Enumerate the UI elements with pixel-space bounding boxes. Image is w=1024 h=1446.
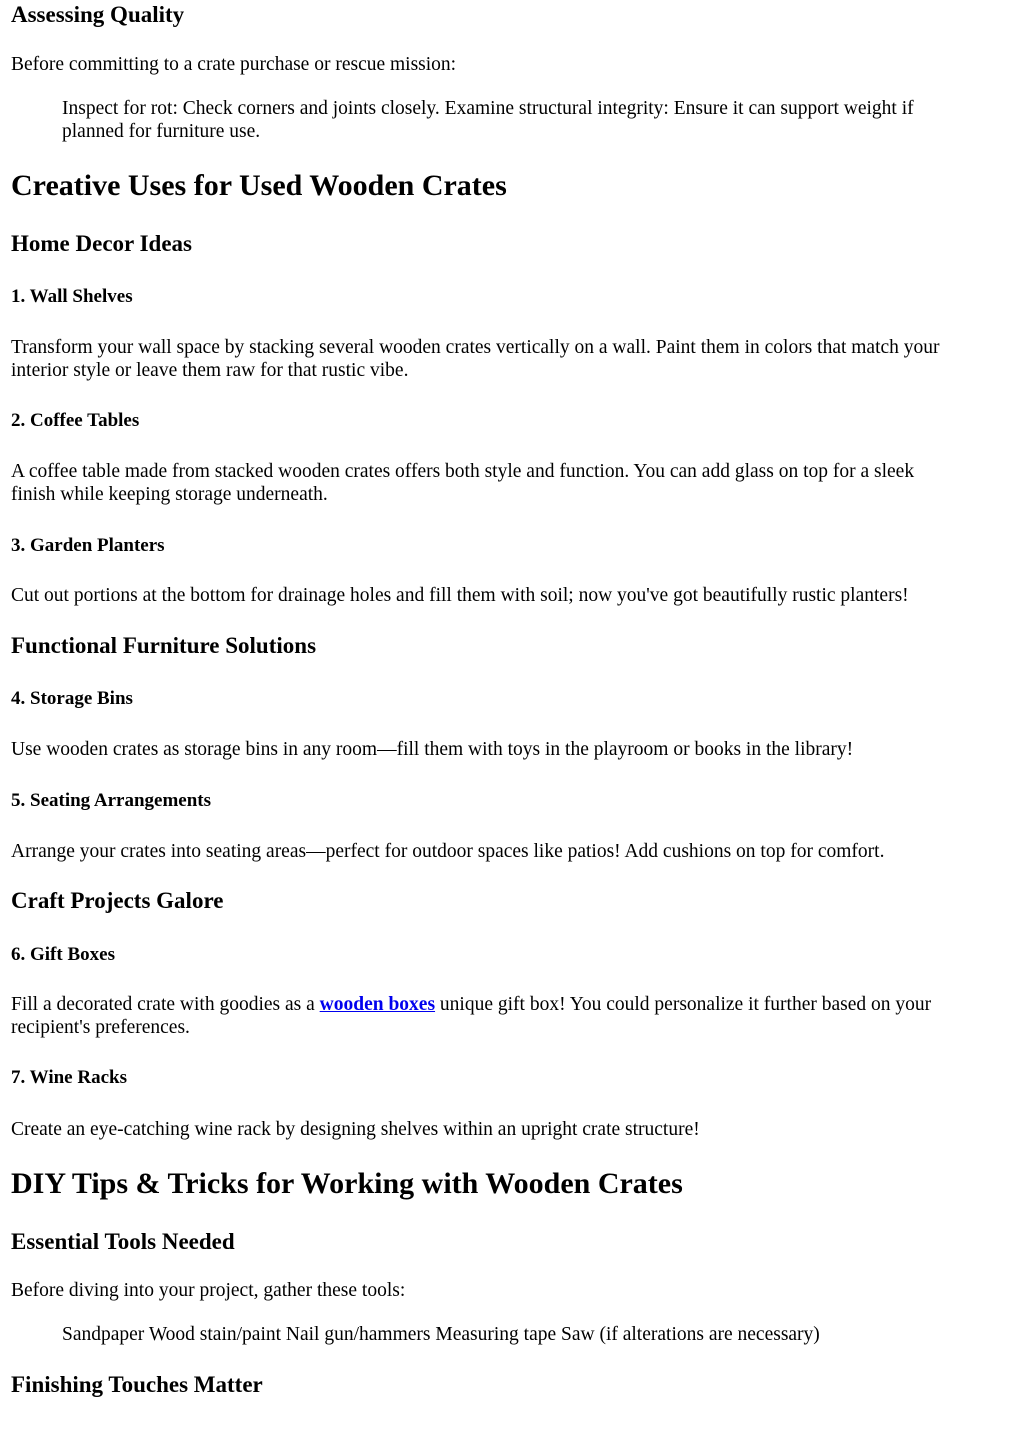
- coffee-tables-line1: A coffee table made from stacked wooden crates offers both style and function. You can add glass on top for a sleek: [11, 461, 915, 482]
- heading-craft-projects: Craft Projects Galore: [11, 888, 224, 913]
- coffee-tables-line2: finish while keeping storage underneath.: [11, 484, 328, 505]
- item-title-garden-planters: 3. Garden Planters: [11, 535, 165, 556]
- heading-finishing-touches: Finishing Touches Matter: [11, 1372, 263, 1397]
- gift-boxes-before-link: Fill a decorated crate with goodies as a: [11, 994, 320, 1015]
- tools-blockquote: Sandpaper Wood stain/paint Nail gun/hammers Measuring tape Saw (if alterations are necessary): [62, 1324, 820, 1345]
- item-text-garden-planters: Cut out portions at the bottom for drainage holes and fill them with soil; now you've got beautifully rustic planters!: [11, 585, 909, 606]
- item-text-seating: Arrange your crates into seating areas—perfect for outdoor spaces like patios! Add cushions on top for comfort.: [11, 841, 885, 862]
- assessing-blockquote: [62, 97, 1002, 143]
- item-text-coffee-tables: [11, 460, 1011, 506]
- item-title-coffee-tables: 2. Coffee Tables: [11, 410, 140, 431]
- heading-functional-furniture: Functional Furniture Solutions: [11, 633, 317, 658]
- heading-home-decor: Home Decor Ideas: [11, 231, 192, 256]
- item-text-storage-bins: Use wooden crates as storage bins in any room—fill them with toys in the playroom or books in the library!: [11, 739, 854, 760]
- item-title-seating: 5. Seating Arrangements: [11, 790, 212, 811]
- item-text-gift-boxes: [11, 993, 1011, 1039]
- heading-creative-uses: Creative Uses for Used Wooden Crates: [11, 169, 507, 202]
- assessing-intro: Before committing to a crate purchase or rescue mission:: [11, 54, 457, 75]
- wall-shelves-line2: interior style or leave them raw for that rustic vibe.: [11, 360, 409, 381]
- tools-intro: Before diving into your project, gather these tools:: [11, 1280, 406, 1301]
- item-title-storage-bins: 4. Storage Bins: [11, 688, 133, 709]
- item-title-gift-boxes: 6. Gift Boxes: [11, 944, 115, 965]
- heading-assessing-quality: Assessing Quality: [11, 2, 185, 27]
- assessing-quote-line2: planned for furniture use.: [62, 121, 261, 142]
- item-title-wine-racks: 7. Wine Racks: [11, 1067, 127, 1088]
- heading-essential-tools: Essential Tools Needed: [11, 1229, 235, 1254]
- item-text-wall-shelves: [11, 336, 1011, 382]
- wall-shelves-line1: Transform your wall space by stacking several wooden crates vertically on a wall. Paint them in colors that match your: [11, 337, 940, 358]
- gift-boxes-line2: recipient's preferences.: [11, 1017, 190, 1038]
- heading-diy-tips: DIY Tips & Tricks for Working with Wooden Crates: [11, 1167, 683, 1200]
- item-title-wall-shelves: 1. Wall Shelves: [11, 286, 133, 307]
- assessing-quote-line1: Inspect for rot: Check corners and joints closely. Examine structural integrity: Ensure it can support weight if: [62, 98, 914, 119]
- wooden-boxes-link[interactable]: wooden boxes: [319, 994, 436, 1015]
- item-text-wine-racks: Create an eye-catching wine rack by designing shelves within an upright crate structure!: [11, 1119, 700, 1140]
- gift-boxes-after-link: unique gift box! You could personalize it further based on your: [435, 994, 932, 1015]
